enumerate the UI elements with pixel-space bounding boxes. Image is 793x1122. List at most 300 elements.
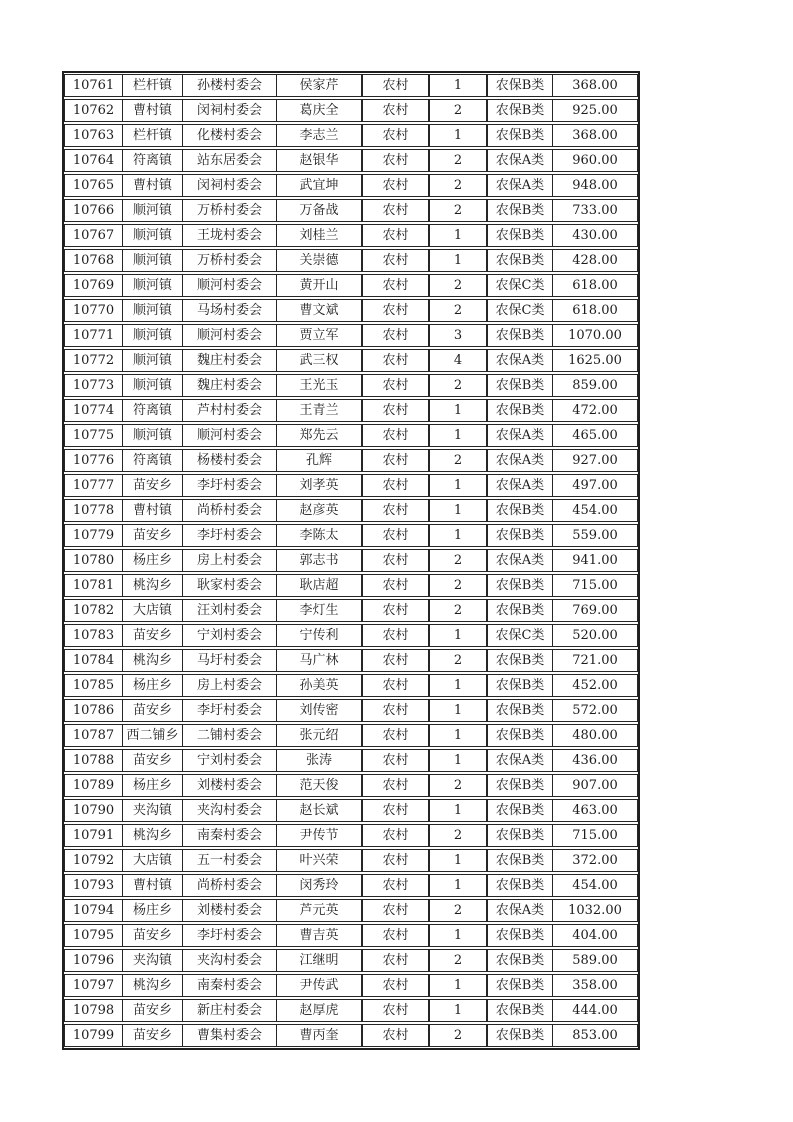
cell-person-count: 1 (428, 225, 486, 246)
cell-person-count: 1 (428, 625, 486, 646)
cell-household-type: 农村 (361, 400, 428, 421)
cell-person-name: 武三权 (276, 350, 361, 371)
cell-amount: 404.00 (552, 925, 637, 946)
cell-amount: 618.00 (552, 275, 637, 296)
cell-town: 曹村镇 (122, 500, 182, 521)
cell-serial-no: 10781 (72, 578, 115, 593)
cell-serial-no: 10774 (72, 403, 115, 418)
cell-town: 符离镇 (122, 400, 182, 421)
cell-person-count: 1 (428, 925, 486, 946)
cell-town: 苗安乡 (122, 700, 182, 721)
cell-amount: 358.00 (552, 975, 637, 996)
cell-person-name: 赵厚虎 (276, 1000, 361, 1021)
cell-insurance-category: 农保B类 (486, 200, 552, 221)
cell-amount: 733.00 (552, 200, 637, 221)
cell-village-committee: 刘楼村委会 (182, 900, 276, 921)
cell-town: 苗安乡 (122, 1025, 182, 1046)
cell-village-committee: 李圩村委会 (182, 475, 276, 496)
cell-person-name: 宁传利 (276, 625, 361, 646)
table-row (64, 1024, 638, 1047)
table-row (64, 899, 638, 922)
cell-amount: 452.00 (552, 675, 637, 696)
cell-household-type: 农村 (361, 125, 428, 146)
cell-person-name: 张元绍 (276, 725, 361, 746)
cell-town: 栏杆镇 (122, 75, 182, 96)
cell-amount: 715.00 (552, 825, 637, 846)
cell-insurance-category: 农保B类 (486, 850, 552, 871)
cell-serial-no: 10779 (72, 528, 115, 543)
table-row (64, 524, 638, 547)
cell-serial-no: 10761 (72, 78, 115, 93)
cell-person-name: 黄开山 (276, 275, 361, 296)
cell-town: 曹村镇 (122, 175, 182, 196)
cell-insurance-category: 农保B类 (486, 800, 552, 821)
cell-person-name: 叶兴荣 (276, 850, 361, 871)
cell-person-count: 3 (428, 325, 486, 346)
cell-insurance-category: 农保B类 (486, 375, 552, 396)
cell-amount: 589.00 (552, 950, 637, 971)
cell-serial-no: 10767 (72, 228, 115, 243)
table-row (64, 349, 638, 372)
cell-insurance-category: 农保A类 (486, 750, 552, 771)
cell-serial-no: 10782 (72, 603, 115, 618)
cell-person-name: 曹丙奎 (276, 1025, 361, 1046)
cell-serial-no: 10771 (72, 328, 115, 343)
table-row (64, 124, 638, 147)
cell-village-committee: 宁刘村委会 (182, 750, 276, 771)
cell-insurance-category: 农保A类 (486, 350, 552, 371)
cell-amount: 907.00 (552, 775, 637, 796)
cell-person-count: 2 (428, 275, 486, 296)
cell-person-name: 刘桂兰 (276, 225, 361, 246)
cell-person-count: 1 (428, 850, 486, 871)
cell-town: 符离镇 (122, 150, 182, 171)
cell-town: 曹村镇 (122, 100, 182, 121)
table-row (64, 474, 638, 497)
cell-person-name: 葛庆全 (276, 100, 361, 121)
cell-person-name: 李灯生 (276, 600, 361, 621)
table-row (64, 924, 638, 947)
cell-village-committee: 尚桥村委会 (182, 875, 276, 896)
cell-household-type: 农村 (361, 275, 428, 296)
cell-amount: 853.00 (552, 1025, 637, 1046)
cell-town: 曹村镇 (122, 875, 182, 896)
cell-person-name: 侯家芹 (276, 75, 361, 96)
cell-village-committee: 夹沟村委会 (182, 800, 276, 821)
cell-insurance-category: 农保B类 (486, 975, 552, 996)
cell-insurance-category: 农保A类 (486, 900, 552, 921)
cell-insurance-category: 农保B类 (486, 1000, 552, 1021)
cell-household-type: 农村 (361, 325, 428, 346)
table-row (64, 174, 638, 197)
cell-serial-no: 10778 (72, 503, 115, 518)
cell-household-type: 农村 (361, 175, 428, 196)
table-row (64, 274, 638, 297)
cell-town: 苗安乡 (122, 475, 182, 496)
cell-amount: 1625.00 (552, 350, 637, 371)
cell-person-name: 万备战 (276, 200, 361, 221)
cell-person-name: 郑先云 (276, 425, 361, 446)
cell-amount: 859.00 (552, 375, 637, 396)
cell-village-committee: 闵祠村委会 (182, 175, 276, 196)
cell-town: 顺河镇 (122, 350, 182, 371)
cell-village-committee: 万桥村委会 (182, 200, 276, 221)
cell-person-name: 贾立军 (276, 325, 361, 346)
cell-household-type: 农村 (361, 450, 428, 471)
cell-person-count: 2 (428, 300, 486, 321)
table-row (64, 674, 638, 697)
cell-amount: 463.00 (552, 800, 637, 821)
cell-person-name: 闵秀玲 (276, 875, 361, 896)
cell-town: 大店镇 (122, 600, 182, 621)
cell-town: 桃沟乡 (122, 975, 182, 996)
cell-town: 西二铺乡 (122, 725, 182, 746)
cell-village-committee: 宁刘村委会 (182, 625, 276, 646)
cell-person-count: 1 (428, 425, 486, 446)
cell-amount: 497.00 (552, 475, 637, 496)
table-row (64, 949, 638, 972)
cell-town: 顺河镇 (122, 325, 182, 346)
cell-serial-no: 10793 (72, 878, 115, 893)
table-row (64, 824, 638, 847)
cell-village-committee: 站东居委会 (182, 150, 276, 171)
cell-person-name: 赵银华 (276, 150, 361, 171)
table-body (64, 74, 638, 1047)
cell-household-type: 农村 (361, 650, 428, 671)
cell-insurance-category: 农保C类 (486, 275, 552, 296)
cell-household-type: 农村 (361, 700, 428, 721)
cell-person-count: 1 (428, 250, 486, 271)
cell-town: 苗安乡 (122, 750, 182, 771)
cell-household-type: 农村 (361, 250, 428, 271)
table-row (64, 774, 638, 797)
cell-person-count: 2 (428, 825, 486, 846)
cell-household-type: 农村 (361, 150, 428, 171)
cell-household-type: 农村 (361, 600, 428, 621)
cell-village-committee: 刘楼村委会 (182, 775, 276, 796)
cell-insurance-category: 农保B类 (486, 100, 552, 121)
cell-serial-no: 10763 (72, 128, 115, 143)
cell-village-committee: 南秦村委会 (182, 975, 276, 996)
cell-household-type: 农村 (361, 425, 428, 446)
cell-serial-no: 10796 (72, 953, 115, 968)
cell-serial-no: 10792 (72, 853, 115, 868)
cell-insurance-category: 农保B类 (486, 125, 552, 146)
cell-person-count: 1 (428, 750, 486, 771)
table-row (64, 574, 638, 597)
cell-person-count: 1 (428, 1000, 486, 1021)
table-row (64, 799, 638, 822)
cell-town: 大店镇 (122, 850, 182, 871)
cell-village-committee: 孙楼村委会 (182, 75, 276, 96)
cell-person-count: 1 (428, 125, 486, 146)
cell-household-type: 农村 (361, 350, 428, 371)
cell-person-name: 赵彦英 (276, 500, 361, 521)
table-row (64, 724, 638, 747)
cell-insurance-category: 农保B类 (486, 575, 552, 596)
cell-household-type: 农村 (361, 300, 428, 321)
table-row (64, 874, 638, 897)
cell-serial-no: 10773 (72, 378, 115, 393)
cell-amount: 372.00 (552, 850, 637, 871)
cell-town: 杨庄乡 (122, 675, 182, 696)
cell-insurance-category: 农保C类 (486, 625, 552, 646)
table-row (64, 549, 638, 572)
cell-town: 顺河镇 (122, 225, 182, 246)
cell-town: 苗安乡 (122, 925, 182, 946)
cell-serial-no: 10775 (72, 428, 115, 443)
cell-household-type: 农村 (361, 900, 428, 921)
cell-person-name: 赵长斌 (276, 800, 361, 821)
cell-amount: 572.00 (552, 700, 637, 721)
cell-insurance-category: 农保B类 (486, 500, 552, 521)
cell-person-count: 2 (428, 100, 486, 121)
cell-town: 桃沟乡 (122, 825, 182, 846)
cell-town: 顺河镇 (122, 300, 182, 321)
cell-person-count: 1 (428, 700, 486, 721)
cell-village-committee: 尚桥村委会 (182, 500, 276, 521)
cell-person-count: 1 (428, 75, 486, 96)
cell-village-committee: 魏庄村委会 (182, 350, 276, 371)
cell-person-count: 1 (428, 525, 486, 546)
cell-insurance-category: 农保B类 (486, 925, 552, 946)
cell-insurance-category: 农保B类 (486, 225, 552, 246)
cell-insurance-category: 农保B类 (486, 75, 552, 96)
cell-amount: 927.00 (552, 450, 637, 471)
cell-household-type: 农村 (361, 550, 428, 571)
cell-household-type: 农村 (361, 750, 428, 771)
cell-insurance-category: 农保A类 (486, 150, 552, 171)
table-row (64, 374, 638, 397)
cell-village-committee: 化楼村委会 (182, 125, 276, 146)
cell-household-type: 农村 (361, 775, 428, 796)
cell-town: 桃沟乡 (122, 575, 182, 596)
cell-serial-no: 10766 (72, 203, 115, 218)
cell-person-name: 郭志书 (276, 550, 361, 571)
cell-insurance-category: 农保A类 (486, 450, 552, 471)
cell-village-committee: 马场村委会 (182, 300, 276, 321)
cell-serial-no: 10770 (72, 303, 115, 318)
table-row (64, 149, 638, 172)
cell-household-type: 农村 (361, 850, 428, 871)
cell-town: 顺河镇 (122, 375, 182, 396)
table-row (64, 224, 638, 247)
cell-amount: 436.00 (552, 750, 637, 771)
insurance-benefits-table (62, 71, 640, 1050)
cell-person-name: 关崇德 (276, 250, 361, 271)
cell-town: 栏杆镇 (122, 125, 182, 146)
cell-person-count: 2 (428, 375, 486, 396)
cell-village-committee: 曹集村委会 (182, 1025, 276, 1046)
cell-person-name: 尹传节 (276, 825, 361, 846)
cell-town: 杨庄乡 (122, 550, 182, 571)
cell-amount: 465.00 (552, 425, 637, 446)
cell-serial-no: 10776 (72, 453, 115, 468)
cell-village-committee: 新庄村委会 (182, 1000, 276, 1021)
table-row (64, 649, 638, 672)
cell-village-committee: 李圩村委会 (182, 525, 276, 546)
cell-amount: 960.00 (552, 150, 637, 171)
cell-serial-no: 10797 (72, 978, 115, 993)
cell-amount: 559.00 (552, 525, 637, 546)
cell-village-committee: 汪刘村委会 (182, 600, 276, 621)
cell-household-type: 农村 (361, 225, 428, 246)
cell-amount: 1032.00 (552, 900, 637, 921)
cell-insurance-category: 农保B类 (486, 950, 552, 971)
cell-village-committee: 南秦村委会 (182, 825, 276, 846)
cell-person-name: 尹传武 (276, 975, 361, 996)
cell-amount: 480.00 (552, 725, 637, 746)
cell-town: 顺河镇 (122, 425, 182, 446)
table-row (64, 974, 638, 997)
cell-insurance-category: 农保B类 (486, 650, 552, 671)
cell-insurance-category: 农保B类 (486, 250, 552, 271)
cell-amount: 454.00 (552, 875, 637, 896)
cell-household-type: 农村 (361, 950, 428, 971)
cell-insurance-category: 农保B类 (486, 525, 552, 546)
cell-village-committee: 闵祠村委会 (182, 100, 276, 121)
cell-village-committee: 顺河村委会 (182, 275, 276, 296)
cell-village-committee: 芦村村委会 (182, 400, 276, 421)
cell-household-type: 农村 (361, 675, 428, 696)
cell-amount: 368.00 (552, 125, 637, 146)
cell-village-committee: 杨楼村委会 (182, 450, 276, 471)
cell-person-name: 马广林 (276, 650, 361, 671)
cell-amount: 430.00 (552, 225, 637, 246)
cell-person-count: 2 (428, 600, 486, 621)
table-row (64, 74, 638, 97)
cell-amount: 948.00 (552, 175, 637, 196)
cell-insurance-category: 农保A类 (486, 425, 552, 446)
cell-amount: 368.00 (552, 75, 637, 96)
cell-serial-no: 10764 (72, 153, 115, 168)
cell-serial-no: 10787 (72, 728, 115, 743)
cell-household-type: 农村 (361, 475, 428, 496)
cell-person-count: 2 (428, 1025, 486, 1046)
cell-village-committee: 房上村委会 (182, 675, 276, 696)
cell-person-name: 王光玉 (276, 375, 361, 396)
cell-village-committee: 房上村委会 (182, 550, 276, 571)
table-row (64, 599, 638, 622)
cell-household-type: 农村 (361, 375, 428, 396)
cell-village-committee: 马圩村委会 (182, 650, 276, 671)
cell-amount: 472.00 (552, 400, 637, 421)
cell-person-name: 刘传密 (276, 700, 361, 721)
cell-person-count: 2 (428, 550, 486, 571)
cell-village-committee: 夹沟村委会 (182, 950, 276, 971)
cell-serial-no: 10789 (72, 778, 115, 793)
cell-serial-no: 10788 (72, 753, 115, 768)
cell-person-count: 2 (428, 900, 486, 921)
cell-amount: 1070.00 (552, 325, 637, 346)
table-row (64, 199, 638, 222)
cell-town: 夹沟镇 (122, 800, 182, 821)
table-row (64, 99, 638, 122)
cell-household-type: 农村 (361, 200, 428, 221)
cell-household-type: 农村 (361, 725, 428, 746)
cell-serial-no: 10772 (72, 353, 115, 368)
cell-amount: 444.00 (552, 1000, 637, 1021)
cell-household-type: 农村 (361, 500, 428, 521)
cell-person-name: 李陈太 (276, 525, 361, 546)
table-row (64, 424, 638, 447)
cell-person-count: 2 (428, 950, 486, 971)
cell-insurance-category: 农保B类 (486, 875, 552, 896)
cell-person-name: 武宜坤 (276, 175, 361, 196)
cell-person-count: 1 (428, 800, 486, 821)
table-row (64, 749, 638, 772)
cell-amount: 618.00 (552, 300, 637, 321)
cell-household-type: 农村 (361, 875, 428, 896)
cell-town: 苗安乡 (122, 625, 182, 646)
cell-insurance-category: 农保B类 (486, 700, 552, 721)
table-row (64, 324, 638, 347)
cell-insurance-category: 农保C类 (486, 300, 552, 321)
cell-household-type: 农村 (361, 1025, 428, 1046)
cell-person-count: 1 (428, 975, 486, 996)
cell-serial-no: 10762 (72, 103, 115, 118)
cell-household-type: 农村 (361, 525, 428, 546)
cell-person-count: 1 (428, 475, 486, 496)
cell-town: 桃沟乡 (122, 650, 182, 671)
cell-household-type: 农村 (361, 1000, 428, 1021)
cell-village-committee: 二铺村委会 (182, 725, 276, 746)
cell-household-type: 农村 (361, 925, 428, 946)
cell-insurance-category: 农保B类 (486, 725, 552, 746)
cell-serial-no: 10794 (72, 903, 115, 918)
cell-serial-no: 10783 (72, 628, 115, 643)
cell-serial-no: 10791 (72, 828, 115, 843)
cell-household-type: 农村 (361, 100, 428, 121)
table-row (64, 624, 638, 647)
cell-amount: 454.00 (552, 500, 637, 521)
cell-person-name: 李志兰 (276, 125, 361, 146)
cell-person-name: 孙美英 (276, 675, 361, 696)
cell-person-name: 王青兰 (276, 400, 361, 421)
cell-serial-no: 10768 (72, 253, 115, 268)
cell-person-count: 2 (428, 575, 486, 596)
cell-village-committee: 魏庄村委会 (182, 375, 276, 396)
cell-insurance-category: 农保A类 (486, 175, 552, 196)
table-row (64, 249, 638, 272)
cell-town: 顺河镇 (122, 200, 182, 221)
cell-person-name: 曹文斌 (276, 300, 361, 321)
cell-village-committee: 李圩村委会 (182, 700, 276, 721)
cell-person-name: 张涛 (276, 750, 361, 771)
cell-person-count: 1 (428, 875, 486, 896)
cell-serial-no: 10790 (72, 803, 115, 818)
cell-amount: 925.00 (552, 100, 637, 121)
cell-person-count: 2 (428, 650, 486, 671)
table-row (64, 699, 638, 722)
cell-person-count: 1 (428, 500, 486, 521)
cell-serial-no: 10795 (72, 928, 115, 943)
cell-amount: 769.00 (552, 600, 637, 621)
cell-insurance-category: 农保B类 (486, 325, 552, 346)
cell-amount: 715.00 (552, 575, 637, 596)
cell-town: 杨庄乡 (122, 900, 182, 921)
cell-insurance-category: 农保A类 (486, 550, 552, 571)
cell-amount: 520.00 (552, 625, 637, 646)
cell-amount: 428.00 (552, 250, 637, 271)
cell-town: 符离镇 (122, 450, 182, 471)
cell-village-committee: 五一村委会 (182, 850, 276, 871)
cell-town: 顺河镇 (122, 250, 182, 271)
table-row (64, 449, 638, 472)
table-row (64, 499, 638, 522)
cell-person-name: 孔辉 (276, 450, 361, 471)
cell-town: 顺河镇 (122, 275, 182, 296)
